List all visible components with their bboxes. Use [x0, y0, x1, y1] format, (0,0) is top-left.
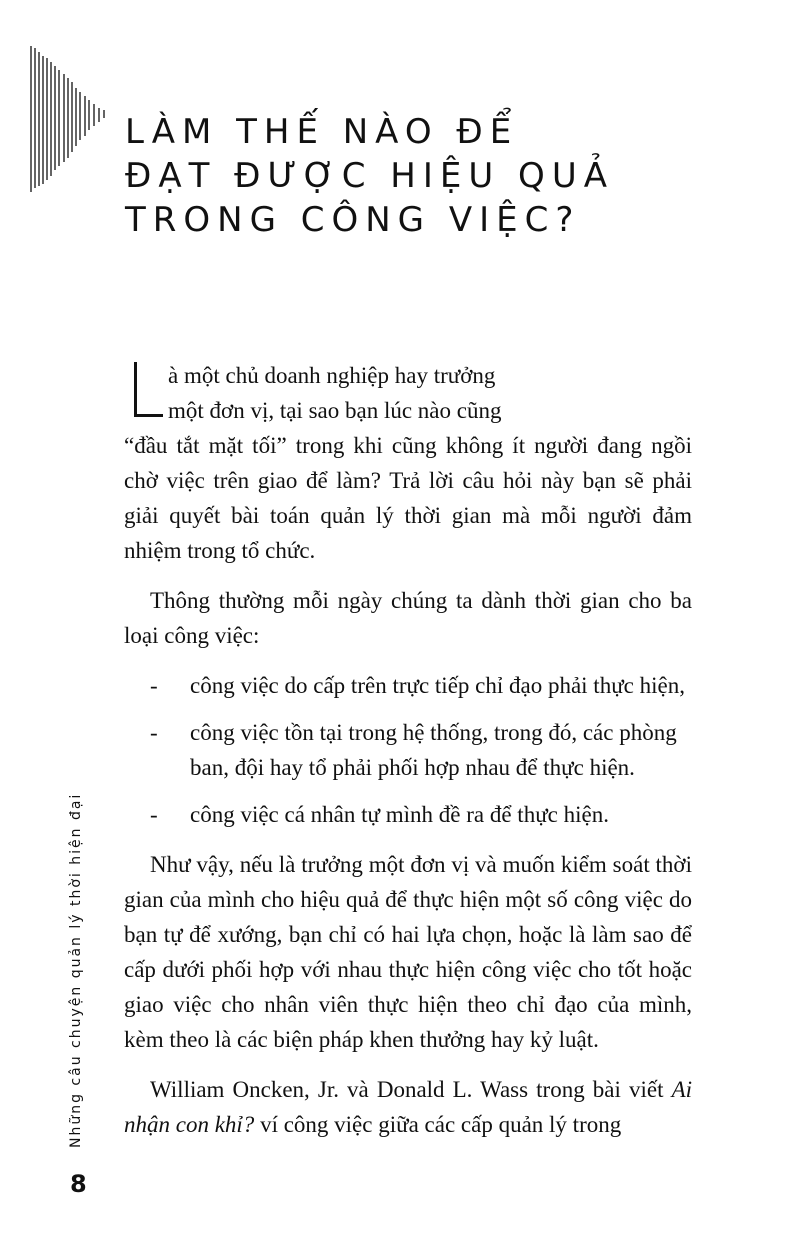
title-line: ĐẠT ĐƯỢC HIỆU QUẢ [125, 156, 614, 196]
intro-rest: “đầu tắt mặt tối” trong khi cũng không ít người đang ngồi chờ việc trên giao để làm? Trả lời câu hỏi này bạn sẽ phải giải quyết bài toán quản lý thời gian mà mỗi người đảm nhiệm trong tổ chức. [124, 433, 692, 563]
intro-paragraph [124, 358, 692, 568]
list-item: - công việc cá nhân tự mình đề ra để thực hiện. [124, 797, 692, 832]
list-dash: - [150, 720, 158, 745]
list-item: - công việc tồn tại trong hệ thống, trong đó, các phòng ban, đội hay tổ phải phối hợp nhau để thực hiện. [124, 715, 692, 785]
paragraph-2: Thông thường mỗi ngày chúng ta dành thời gian cho ba loại công việc: [124, 588, 692, 648]
task-list [124, 668, 692, 832]
list-item: - công việc do cấp trên trực tiếp chỉ đạo phải thực hiện, [124, 668, 692, 703]
article-title: Ai nhận con khỉ? [124, 1077, 693, 1137]
list-dash: - [150, 673, 158, 698]
page-number: 8 [70, 1170, 87, 1198]
title-line: TRONG CÔNG VIỆC? [125, 200, 581, 240]
vertical-lines-decoration [0, 0, 120, 200]
list-dash: - [150, 802, 158, 827]
paragraph-3: Như vậy, nếu là trưởng một đơn vị và muốn kiểm soát thời gian của mình cho hiệu quả để thực hiện một số công việc do bạn tự để xướng, bạn chỉ có hai lựa chọn, hoặc là làm sao để cấp dưới phối hợp với nhau thực hiện công việc cho tốt hoặc giao việc cho nhân viên thực hiện theo chỉ đạo của mình, kèm theo là các biện pháp khen thưởng hay kỷ luật. [124, 852, 692, 1052]
intro-line-1: à một chủ doanh nghiệp hay trưởng [168, 363, 496, 388]
body-text [124, 358, 692, 1157]
chapter-title [125, 110, 614, 242]
title-line: LÀM THẾ NÀO ĐỂ [125, 112, 519, 152]
intro-line-2: một đơn vị, tại sao bạn lúc nào cũng [168, 398, 502, 423]
running-book-title: Những câu chuyện quản lý thời hiện đại [68, 792, 84, 1148]
paragraph-4: William Oncken, Jr. và Donald L. Wass trong bài viết Ai nhận con khỉ? ví công việc giữa các cấp quản lý trong [124, 1077, 693, 1137]
